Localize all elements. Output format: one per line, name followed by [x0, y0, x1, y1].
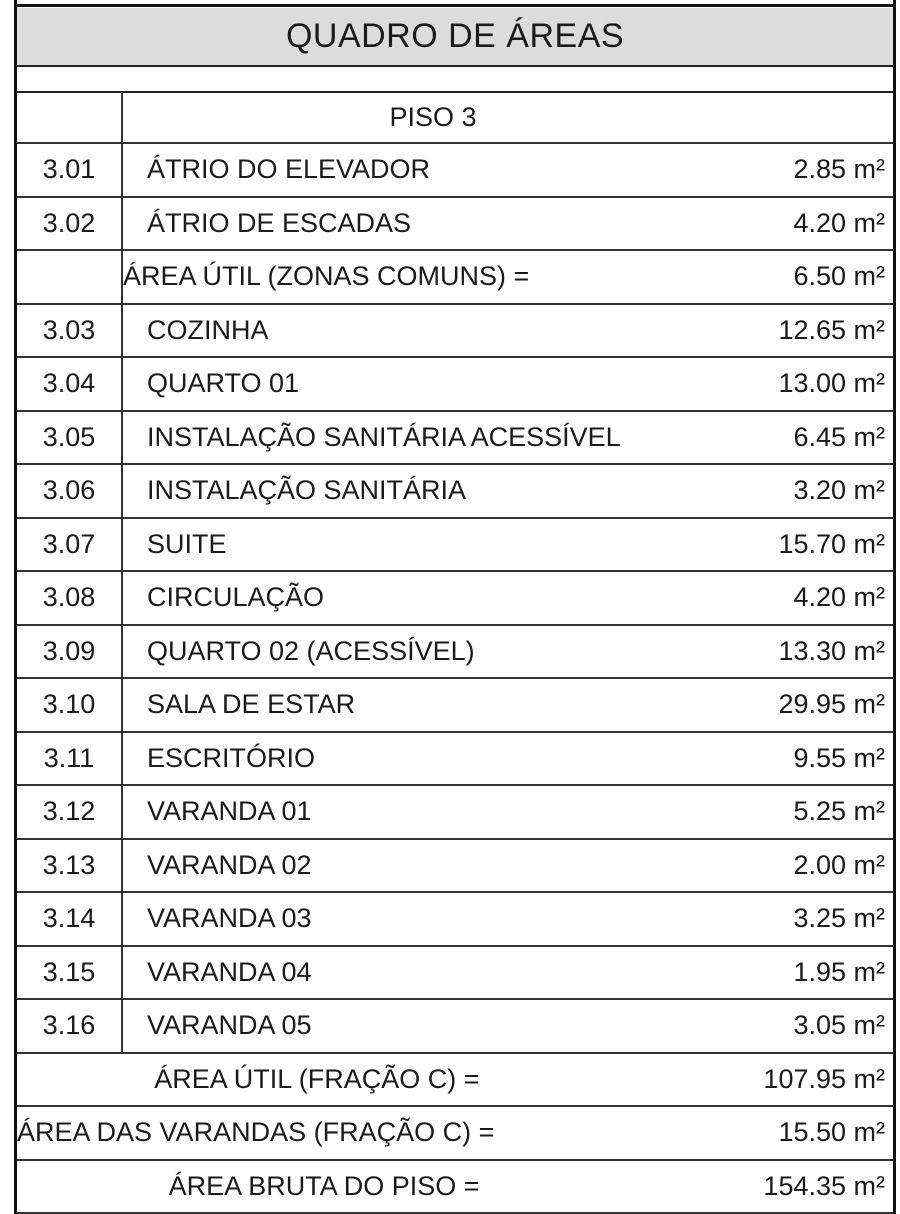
- room-code: 3.09: [17, 625, 122, 679]
- table-row: [17, 304, 893, 358]
- subtotal-common-area: 6.50 m²: [508, 250, 894, 304]
- room-code: 3.13: [17, 839, 122, 893]
- room-name: VARANDA 04: [122, 946, 508, 1000]
- room-area: 4.20 m²: [508, 571, 894, 625]
- room-code: 3.07: [17, 518, 122, 572]
- room-name: ÁTRIO DO ELEVADOR: [122, 143, 508, 197]
- total-row-gross-area: [17, 1160, 893, 1214]
- room-name: INSTALAÇÃO SANITÁRIA ACESSÍVEL: [122, 411, 508, 465]
- room-code: 3.03: [17, 304, 122, 358]
- table-title: QUADRO DE ÁREAS: [17, 8, 893, 67]
- table-row: [17, 999, 893, 1053]
- room-name: VARANDA 03: [122, 892, 508, 946]
- floor-header-code-cell: [17, 92, 122, 143]
- room-area: 3.20 m²: [508, 464, 894, 518]
- room-area: 9.55 m²: [508, 732, 894, 786]
- areas-table: [17, 92, 893, 1214]
- total-label: ÁREA DAS VARANDAS (FRAÇÃO C) =: [17, 1106, 508, 1160]
- table-row: [17, 143, 893, 197]
- table-row: [17, 357, 893, 411]
- room-area: 4.20 m²: [508, 197, 894, 251]
- room-code: 3.05: [17, 411, 122, 465]
- room-area: 29.95 m²: [508, 678, 894, 732]
- room-name: SUITE: [122, 518, 508, 572]
- room-area: 3.25 m²: [508, 892, 894, 946]
- table-row: [17, 892, 893, 946]
- room-code: 3.06: [17, 464, 122, 518]
- room-area: 15.70 m²: [508, 518, 894, 572]
- room-code: 3.01: [17, 143, 122, 197]
- room-area: 3.05 m²: [508, 999, 894, 1053]
- floor-header-row: [17, 92, 893, 143]
- table-row: [17, 411, 893, 465]
- top-rule: [14, 4, 896, 7]
- floor-label: PISO 3: [122, 92, 893, 143]
- room-area: 1.95 m²: [508, 946, 894, 1000]
- room-name: QUARTO 02 (ACESSÍVEL): [122, 625, 508, 679]
- table-row: [17, 571, 893, 625]
- table-row: [17, 785, 893, 839]
- room-area: 2.85 m²: [508, 143, 894, 197]
- room-name: INSTALAÇÃO SANITÁRIA: [122, 464, 508, 518]
- table-row: [17, 839, 893, 893]
- table-row: [17, 678, 893, 732]
- total-label: ÁREA BRUTA DO PISO =: [17, 1160, 508, 1214]
- table-row: [17, 732, 893, 786]
- table-row: [17, 464, 893, 518]
- room-code: 3.02: [17, 197, 122, 251]
- total-area: 154.35 m²: [508, 1160, 894, 1214]
- room-code: 3.15: [17, 946, 122, 1000]
- room-name: ESCRITÓRIO: [122, 732, 508, 786]
- room-code: 3.04: [17, 357, 122, 411]
- total-label: ÁREA ÚTIL (FRAÇÃO C) =: [17, 1053, 508, 1107]
- total-area: 15.50 m²: [508, 1106, 894, 1160]
- room-area: 6.45 m²: [508, 411, 894, 465]
- room-name: VARANDA 02: [122, 839, 508, 893]
- room-code: 3.12: [17, 785, 122, 839]
- room-name: VARANDA 05: [122, 999, 508, 1053]
- room-code: 3.14: [17, 892, 122, 946]
- table-row: [17, 946, 893, 1000]
- room-area: 13.30 m²: [508, 625, 894, 679]
- title-spacer: [17, 67, 893, 93]
- room-name: SALA DE ESTAR: [122, 678, 508, 732]
- room-area: 2.00 m²: [508, 839, 894, 893]
- room-name: CIRCULAÇÃO: [122, 571, 508, 625]
- room-name: ÁTRIO DE ESCADAS: [122, 197, 508, 251]
- room-code: 3.16: [17, 999, 122, 1053]
- room-code: 3.08: [17, 571, 122, 625]
- room-code: 3.11: [17, 732, 122, 786]
- subtotal-code-cell: [17, 250, 122, 304]
- room-name: COZINHA: [122, 304, 508, 358]
- room-area: 5.25 m²: [508, 785, 894, 839]
- room-code: 3.10: [17, 678, 122, 732]
- subtotal-common-label: ÁREA ÚTIL (ZONAS COMUNS) =: [122, 250, 508, 304]
- total-area: 107.95 m²: [508, 1053, 894, 1107]
- table-row: [17, 625, 893, 679]
- room-area: 12.65 m²: [508, 304, 894, 358]
- table-row: [17, 518, 893, 572]
- room-area: 13.00 m²: [508, 357, 894, 411]
- room-name: QUARTO 01: [122, 357, 508, 411]
- total-row-balconies: [17, 1106, 893, 1160]
- total-row-useful-area: [17, 1053, 893, 1107]
- table-row: [17, 197, 893, 251]
- room-name: VARANDA 01: [122, 785, 508, 839]
- subtotal-common-row: [17, 250, 893, 304]
